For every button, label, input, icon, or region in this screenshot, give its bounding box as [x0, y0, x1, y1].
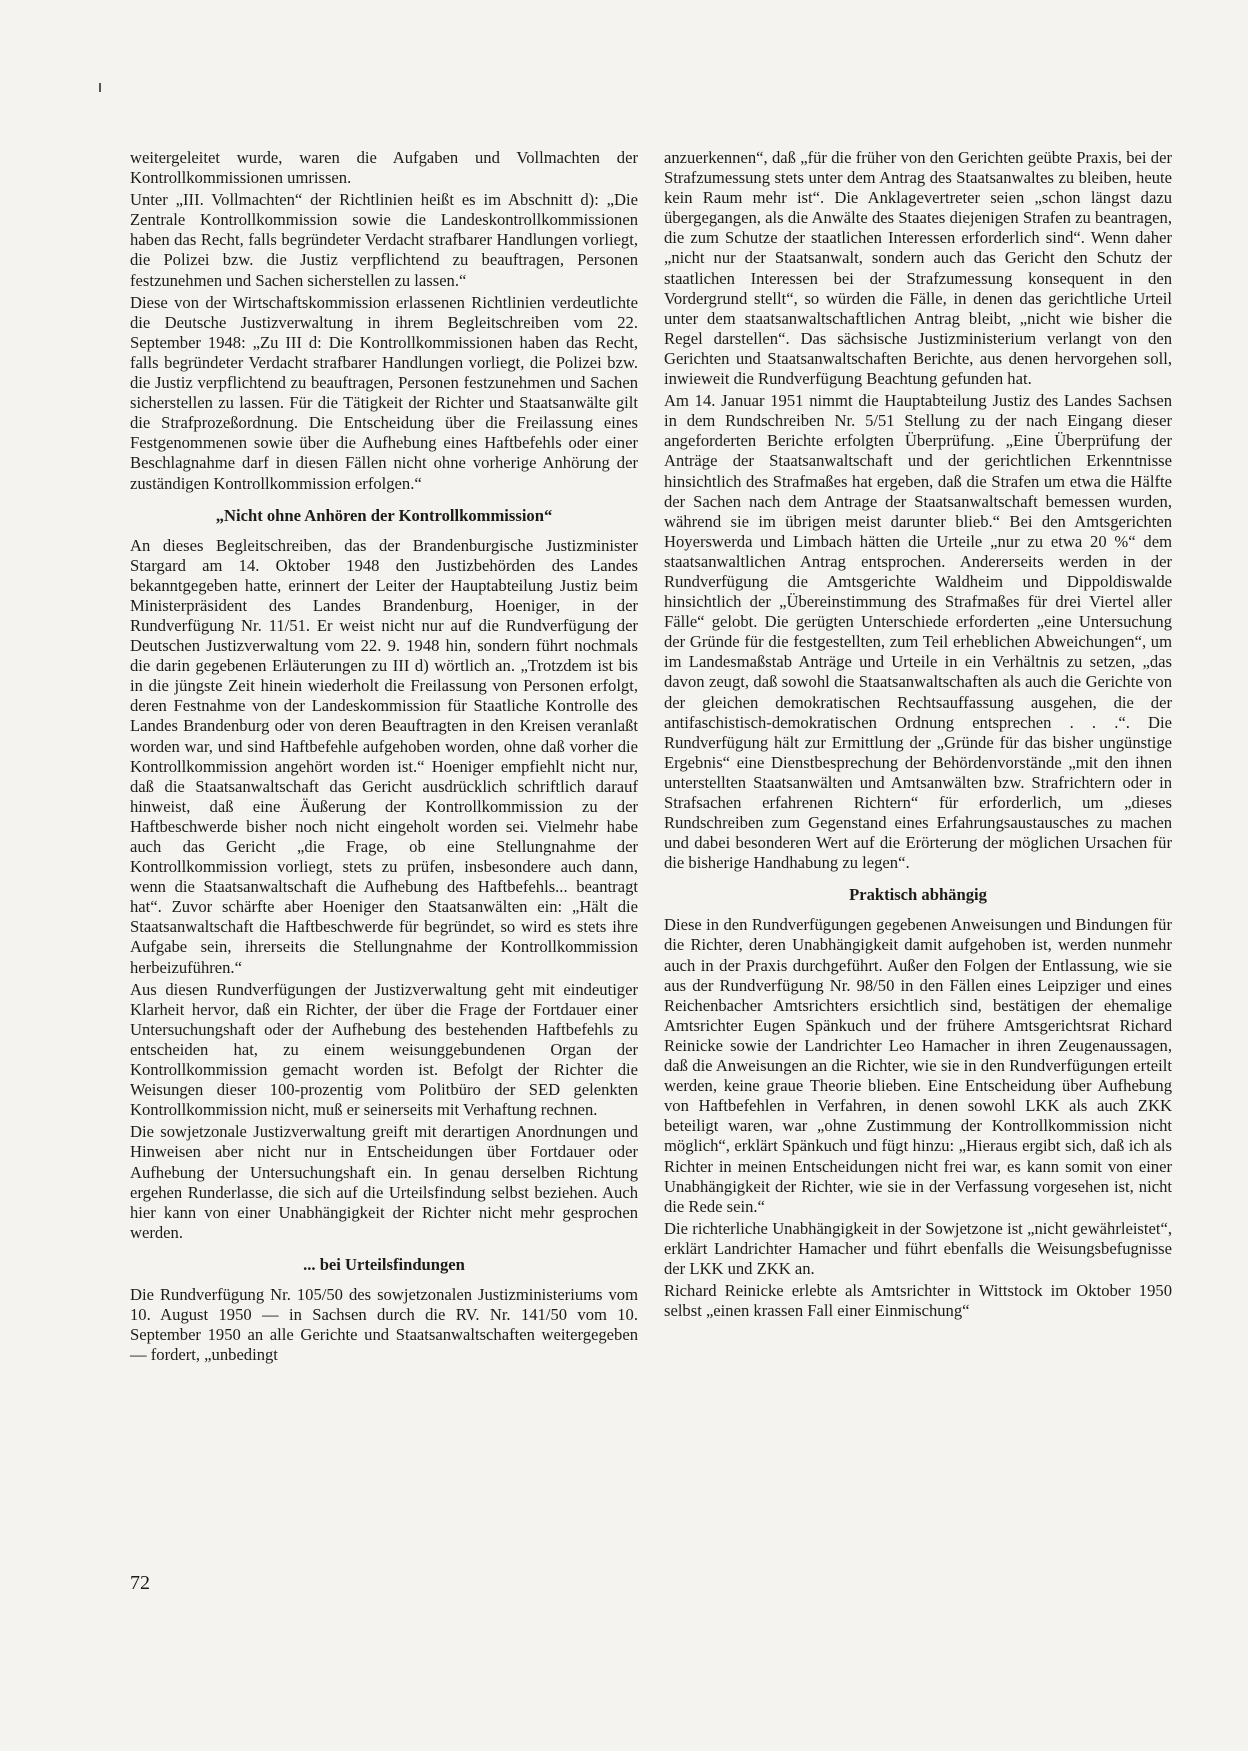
left-column [130, 148, 638, 1367]
paragraph: Diese von der Wirtschaftskommission erlassenen Richtlinien verdeutlichte die Deutsche Justizverwaltung in ihrem Begleitschreiben vom 22. September 1948: „Zu III d: Die Kontrollkommissionen haben das Recht, falls begründeter Verdacht strafbarer Handlungen vorliegt, die Polizei bzw. die Justiz verpflichtend zu beauftragen, Personen festzunehmen und Sachen sicherstellen zu lassen. Für die Tätigkeit der Richter und Staatsanwälte gilt die Strafprozeßordnung. Die Entscheidung über die Freilassung eines Festgenommenen sowie über die Aufhebung eines Haftbefehls oder einer Beschlagnahme darf in diesen Fällen nicht ohne vorherige Anhörung der zuständigen Kontrollkommission erfolgen.“ [130, 292, 638, 493]
scan-artifact-mark [99, 83, 101, 92]
page-number: 72 [130, 1572, 150, 1594]
section-heading: „Nicht ohne Anhören der Kontrollkommission“ [215, 505, 553, 525]
paragraph: Die richterliche Unabhängigkeit in der Sowjetzone ist „nicht gewährleistet“, erklärt Landrichter Hamacher und führt ebenfalls die Weisungsbefugnisse der LKK und ZKK an. [664, 1218, 1172, 1278]
paragraph: Die sowjetzonale Justizverwaltung greift mit derartigen Anordnungen und Hinweisen aber nicht nur in Entscheidungen über Fortdauer oder Aufhebung der Untersuchungshaft ein. In genau derselben Richtung ergehen Runderlasse, die sich auf die Urteilsfindung selbst beziehen. Auch hier kann von einer Unabhängigkeit der Richter nicht mehr gesprochen werden. [130, 1122, 638, 1242]
paragraph: Die Rundverfügung Nr. 105/50 des sowjetzonalen Justizministeriums vom 10. August 1950 — in Sachsen durch die RV. Nr. 141/50 vom 10. September 1950 an alle Gerichte und Staatsanwaltschaften weitergegeben — fordert, „unbedingt [130, 1284, 638, 1365]
paragraph: Am 14. Januar 1951 nimmt die Hauptabteilung Justiz des Landes Sachsen in dem Rundschreiben Nr. 5/51 Stellung zu der nach Eingang dieser angeforderten Berichte erfolgten Überprüfung. „Eine Überprüfung der Anträge der Staatsanwaltschaft und der gerichtlichen Erkenntnisse hinsichtlich des Strafmaßes hat ergeben, daß die Strafen um etwa die Hälfte der Sachen nach dem Antrage der Staatsanwaltschaft bemessen wurden, während sie im übrigen meist darunter blieb.“ Bei den Amtsgerichten Hoyerswerda und Limbach hätten die Urteile „nur zu etwa 20 %“ dem staatsanwaltlichen Antrag entsprochen. Andererseits werden in der Rundverfügung die Amtsgerichte Waldheim und Dippoldiswalde hinsichtlich der „Übereinstimmung des Strafmaßes für drei Viertel aller Fälle“ gelobt. Die gerügten Unterschiede erforderten „eine Untersuchung der Gründe für die festgestellten, zum Teil erheblichen Abweichungen“, um im Landesmaßstab Anträge und Urteile in ein Verhältnis zu setzen, „das davon zeugt, daß sowohl die Staatsanwaltschaften als auch die Gerichte von der gleichen demokratischen Rechtsauffassung ausgehen, die der antifaschistisch-demokratischen Ordnung entsprechen . . .“. Die Rundverfügung hält zur Ermittlung der „Gründe für das bisher ungünstige Ergebnis“ eine Dienstbesprechung der Behördenvorstände „mit den ihnen unterstellten Staatsanwälten und Amtsanwälten bzw. Strafrichtern oder in Strafsachen erfahrenen Richtern“ für erforderlich, um „dieses Rundschreiben zum Gegenstand eines Erfahrungsaustausches zu machen und dabei besonderen Wert auf die Erörterung der möglichen Ursachen für die bisherige Handhabung zu legen“. [664, 391, 1172, 873]
paragraph: anzuerkennen“, daß „für die früher von den Gerichten geübte Praxis, bei der Strafzumessung stets unter dem Antrag des Staatsanwaltes zu bleiben, heute kein Raum mehr ist“. Die Anklagevertreter seien „schon längst dazu übergegangen, als die Anwälte des Staates diejenigen Strafen zu beantragen, die zum Schutze der staatlichen Interessen erforderlich sind“. Wenn daher „nicht nur der Staatsanwalt, sondern auch das Gericht den Schutz der staatlichen Interessen bei der Strafzumessung konsequent in den Vordergrund stellt“, so würden die Fälle, in denen das gerichtliche Urteil unter dem staatsanwaltschaftlichen Antrag bleibt, „nicht wie bisher die Regel darstellen“. Das sächsische Justizministerium verlangt von den Gerichten und Staatsanwaltschaften Berichte, aus denen hervorgehen soll, inwieweit die Rundverfügung Beachtung gefunden hat. [664, 148, 1172, 389]
paragraph: Diese in den Rundverfügungen gegebenen Anweisungen und Bindungen für die Richter, deren Unabhängigkeit damit aufgehoben ist, werden nunmehr auch in der Praxis durchgeführt. Außer den Folgen der Entlassung, wie sie aus der Rundverfügung Nr. 98/50 in den Fällen eines Leipziger und eines Reichenbacher Amtsrichters ersichtlich sind, bestätigen der ehemalige Amtsrichter Eugen Spänkuch und der frühere Amtsgerichtsrat Richard Reinicke sowie der Landrichter Leo Hamacher in ihren Zeugenaussagen, daß die Anweisungen an die Richter, wie sie in den Rundverfügungen erteilt werden, keine graue Theorie blieben. Eine Entscheidung über Aufhebung von Haftbefehlen in Verfahren, in denen sowohl LKK als auch ZKK beteiligt waren, war „ohne Zustimmung der Kontrollkommission nicht möglich“, erklärt Spänkuch und fügt hinzu: „Hieraus ergibt sich, daß ich als Richter in meinen Entscheidungen nicht frei war, es kann somit von einer Unabhängigkeit der Richter, wie sie in der Verfassung vorgesehen ist, nicht die Rede sein.“ [664, 915, 1172, 1216]
paragraph: Aus diesen Rundverfügungen der Justizverwaltung geht mit eindeutiger Klarheit hervor, daß ein Richter, der über die Frage der Fortdauer einer Untersuchungshaft oder der Aufhebung des bestehenden Haftbefehls zu entscheiden hat, zu einem weisunggebundenen Organ der Kontrollkommission gemacht worden ist. Befolgt der Richter die Weisungen dieser 100-prozentig vom Politbüro der SED gelenkten Kontrollkommission nicht, muß er seinerseits mit Verhaftung rechnen. [130, 979, 638, 1120]
section-heading: ... bei Urteilsfindungen [303, 1254, 465, 1274]
paragraph: An dieses Begleitschreiben, das der Brandenburgische Justizminister Stargard am 14. Oktober 1948 den Justizbehörden des Landes bekanntgegeben hatte, erinnert der Leiter der Hauptabteilung Justiz beim Ministerpräsident des Landes Brandenburg, Hoeniger, in der Rundverfügung Nr. 11/51. Er weist nicht nur auf die Rundverfügung der Deutschen Justizverwaltung vom 22. 9. 1948 hin, sondern führt nochmals die darin gegebenen Erläuterungen zu III d) wörtlich an. „Trotzdem ist bis in die jüngste Zeit hinein wiederholt die Freilassung von Personen erfolgt, deren Festnahme von der Landeskommission für Staatliche Kontrolle des Landes Brandenburg oder von deren Beauftragten in den Kreisen veranlaßt worden war, und sind Haftbefehle aufgehoben worden, ohne daß vorher die Kontrollkommission angehört worden ist.“ Hoeniger empfiehlt nicht nur, daß die Staatsanwaltschaft das Gericht ausdrücklich schriftlich darauf hinweist, daß eine Äußerung der Kontrollkommission zu der Haftbeschwerde bisher noch nicht eingeholt worden sei. Vielmehr habe auch das Gericht „die Frage, ob eine Stellungnahme der Kontrollkommission vorliegt, stets zu prüfen, insbesondere auch dann, wenn die Staatsanwaltschaft die Aufhebung des Haftbefehls... beantragt hat“. Zuvor schärfte aber Hoeniger den Staatsanwälten ein: „Hält die Staatsanwaltschaft die Haftbeschwerde für begründet, so wird es stets ihre Aufgabe sein, ihrerseits die Stellungnahme der Kontrollkommission herbeizuführen.“ [130, 535, 638, 977]
right-column [664, 148, 1172, 1323]
paragraph: Unter „III. Vollmachten“ der Richtlinien heißt es im Abschnitt d): „Die Zentrale Kontrollkommission sowie die Landeskontrollkommissionen haben das Recht, falls begründeter Verdacht strafbarer Handlungen vorliegt, die Polizei bzw. die Justiz verpflichtend zu beauftragen, Personen festzunehmen und Sachen sicherstellen zu lassen.“ [130, 190, 638, 290]
section-heading: Praktisch abhängig [849, 885, 987, 905]
paragraph: Richard Reinicke erlebte als Amtsrichter in Wittstock im Oktober 1950 selbst „einen krassen Fall einer Einmischung“ [664, 1281, 1172, 1321]
paragraph: weitergeleitet wurde, waren die Aufgaben und Vollmachten der Kontrollkommissionen umrissen. [130, 148, 638, 188]
